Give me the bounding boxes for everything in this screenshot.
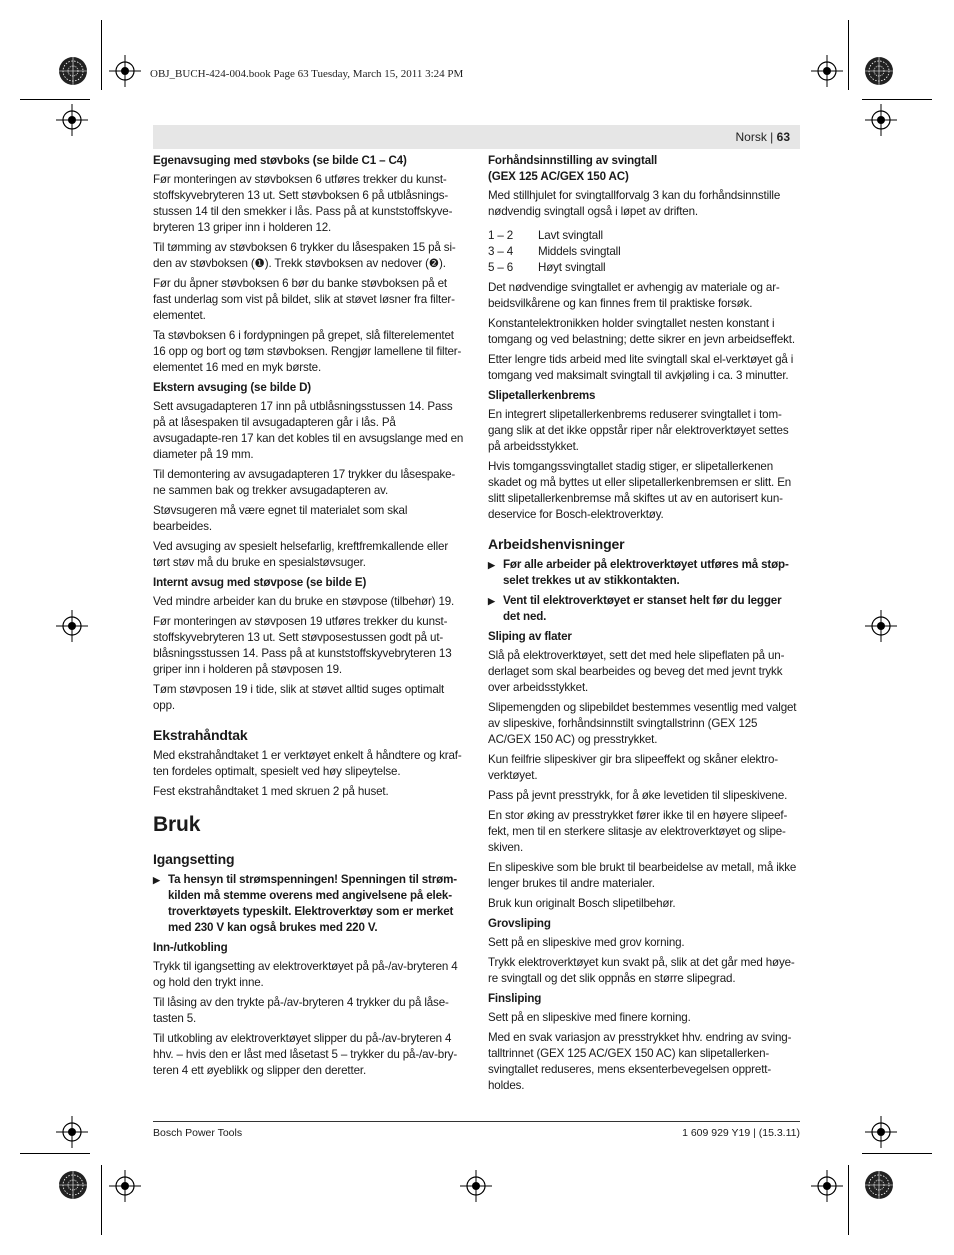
header-separator: | xyxy=(770,130,774,144)
paragraph: Bruk kun originalt Bosch slipetilbehør. xyxy=(488,897,676,910)
paragraph: Før monteringen av støvboksen 6 utføres trekker du kunst-stoffskyvebryteren 13 ut. Sett støvboksen 6 på utblåsnings-stussen 14 til den smekker i lås. Pass på at kunststoffskyve-bryteren 13 griper inn i holderen 12. xyxy=(153,173,453,234)
section-heading: Finsliping xyxy=(488,992,542,1005)
registration-mark-icon xyxy=(865,104,897,136)
warning-bullet xyxy=(153,872,466,936)
chapter-heading: Bruk xyxy=(153,813,201,836)
triangle-bullet-icon: ▶ xyxy=(153,875,160,885)
right-column xyxy=(488,153,801,1098)
paragraph: Pass på jevnt presstrykk, for å øke levetiden til slipeskivene. xyxy=(488,789,788,802)
crop-line xyxy=(848,1165,849,1235)
paragraph: Hvis tomgangssvingtallet stadig stiger, er slipetallerkenen skadet og må byttes ut eller slipetallerkenbremsen er slitt. En slitt slipetallerkenbremse må skiftes ut av en autorisert kun-deservice for Bosch-elektroverktøy. xyxy=(488,460,792,521)
speed-range: 5 – 6 xyxy=(488,261,514,274)
starburst-target-icon xyxy=(58,56,88,86)
crop-line xyxy=(862,99,932,100)
speed-label: Lavt svingtall xyxy=(538,229,603,242)
paragraph: Støvsugeren må være egnet til materialet som skal bearbeides. xyxy=(153,504,408,533)
print-slug: OBJ_BUCH-424-004.book Page 63 Tuesday, March 15, 2011 3:24 PM xyxy=(150,68,464,80)
registration-mark-icon xyxy=(109,1170,141,1202)
section-heading: Egenavsuging med støvboks (se bilde C1 – C4) xyxy=(153,154,407,167)
speed-row xyxy=(488,228,801,244)
section-heading: Ekstern avsuging (se bilde D) xyxy=(153,381,312,394)
speed-label: Middels svingtall xyxy=(538,245,621,258)
paragraph: Konstantelektronikken holder svingtallet nesten konstant i tomgang og ved belastning; dette sikrer en jevn arbeidseffekt. xyxy=(488,317,795,346)
paragraph: Til låsing av den trykte på-/av-bryteren 4 trykker du på låse-tasten 5. xyxy=(153,996,449,1025)
paragraph: Trykk til igangsetting av elektroverktøyet på på-/av-bryteren 4 og hold den trykt inne. xyxy=(153,960,458,989)
paragraph: Til utkobling av elektroverktøyet slipper du på-/av-bryteren 4 hhv. – hvis den er låst med låsetast 5 – trykker du på-/av-bry-teren 4 ett øyeblikk og slipper den deretter. xyxy=(153,1032,458,1077)
registration-mark-icon xyxy=(811,1170,843,1202)
crop-line xyxy=(20,99,90,100)
starburst-target-icon xyxy=(58,1170,88,1200)
section-heading xyxy=(488,153,801,185)
speed-range: 1 – 2 xyxy=(488,229,514,242)
paragraph: Ta støvboksen 6 i fordypningen på grepet, slå filterelementet 16 opp og bort og tøm støvboksen. Rengjør lamellene til filter-elementet 16 med en myk børste. xyxy=(153,329,462,374)
paragraph: Før du åpner støvboksen 6 bør du banke støvboksen på et fast underlag som vist på bildet, slik at støvet løsner fra filter-elementet. xyxy=(153,277,455,322)
paragraph: Det nødvendige svingtallet er avhengig av materiale og ar-beidsvilkårene og kan finnes frem til praktiske forsøk. xyxy=(488,281,780,310)
paragraph: Slipemengden og slipebildet bestemmes vesentlig med valget av slipeskive, forhåndsinnstilt svingtallstrinn (GEX 125 AC/GEX 150 AC) og presstrykket. xyxy=(488,701,797,746)
speed-label: Høyt svingtall xyxy=(538,261,606,274)
crop-line xyxy=(101,1165,102,1235)
section-heading: Igangsetting xyxy=(153,851,235,867)
registration-mark-icon xyxy=(109,55,141,87)
paragraph: Med stillhjulet for svingtallforvalg 3 kan du forhåndsinnstille nødvendig svingtall også i løpet av driften. xyxy=(488,189,781,218)
paragraph: Med ekstrahåndtaket 1 er verktøyet enkelt å håndtere og kraf-ten fordeles optimalt, spesielt ved høy slipeytelse. xyxy=(153,749,462,778)
crop-line xyxy=(848,20,849,90)
triangle-bullet-icon: ▶ xyxy=(488,560,495,570)
paragraph: Tøm støvposen 19 i tide, slik at støvet alltid suges optimalt opp. xyxy=(153,683,445,712)
page-number: 63 xyxy=(776,130,790,144)
section-heading: Grovsliping xyxy=(488,917,551,930)
starburst-target-icon xyxy=(864,56,894,86)
crop-line xyxy=(20,1153,90,1154)
crop-line xyxy=(101,20,102,90)
registration-mark-icon xyxy=(865,1116,897,1148)
paragraph: Ved mindre arbeider kan du bruke en støvpose (tilbehør) 19. xyxy=(153,595,455,608)
section-heading: Inn-/utkobling xyxy=(153,941,228,954)
paragraph: Til tømming av støvboksen 6 trykker du låsespaken 15 på si-den av støvboksen (❶). Trekk støvboksen av nedover (❷). xyxy=(153,241,456,270)
registration-mark-icon xyxy=(56,1116,88,1148)
section-heading: Ekstrahåndtak xyxy=(153,727,248,743)
paragraph: Før monteringen av støvposen 19 utføres trekker du kunst-stoffskyvebryteren 13 ut. Sett støvposestussen godt på ut-blåsningsstussen 14. Pass på at kunststoffskyvebryteren 13 griper inn i holderen på støvposen 19. xyxy=(153,615,452,676)
paragraph: Ved avsuging av spesielt helsefarlig, kreftfremkallende eller tørt støv må du bruke en spesialstøvsuger. xyxy=(153,540,449,569)
section-heading: Sliping av flater xyxy=(488,630,572,643)
header-text xyxy=(735,130,790,144)
paragraph: Etter lengre tids arbeid med lite svingtall skal el-verktøyet gå i tomgang ved maksimalt svingtall til avkjøling i ca. 3 minutter. xyxy=(488,353,794,382)
paragraph: Sett på en slipeskive med grov korning. xyxy=(488,936,685,949)
footer-brand: Bosch Power Tools xyxy=(153,1127,243,1139)
registration-mark-icon xyxy=(865,610,897,642)
warning-bullet xyxy=(488,593,801,625)
registration-mark-icon xyxy=(56,104,88,136)
header-language: Norsk xyxy=(735,130,767,144)
crop-line xyxy=(862,1153,932,1154)
left-column xyxy=(153,153,466,1083)
registration-mark-icon xyxy=(56,610,88,642)
paragraph: Med en svak variasjon av presstrykket hhv. endring av sving-talltrinnet (GEX 125 AC/GEX 150 AC) kan slipetallerken-svingtallet reduseres, mens eksenterbevegelsen opprett-holdes. xyxy=(488,1031,792,1092)
page-header xyxy=(153,125,800,149)
paragraph: Til demontering av avsugadapteren 17 trykker du låsespake-ne sammen bak og trekker avsugadapteren av. xyxy=(153,468,456,497)
warning-text: Ta hensyn til strømspenningen! Spenningen til strøm-kilden må stemme overens med angivelsene på elek-troverktøyets typeskilt. Elektroverktøy som er merket med 230 V kan også brukes med 220 V. xyxy=(168,873,457,934)
paragraph: Sett avsugadapteren 17 inn på utblåsningsstussen 14. Pass på at låsespaken til avsugadapteren går i lås. På avsugadapte-ren 17 kan det kobles til en avsugslange med en diameter på 19 mm. xyxy=(153,400,464,461)
triangle-bullet-icon: ▶ xyxy=(488,596,495,606)
speed-range: 3 – 4 xyxy=(488,245,514,258)
section-heading: Arbeidshenvisninger xyxy=(488,536,625,552)
warning-bullet xyxy=(488,557,801,589)
footer-rule xyxy=(153,1121,800,1122)
registration-mark-icon xyxy=(811,55,843,87)
paragraph: Trykk elektroverktøyet kun svakt på, slik at det går med høye-re svingtall og det slik oppnås en større slipegrad. xyxy=(488,956,795,985)
section-heading: Slipetallerkenbrems xyxy=(488,389,596,402)
heading-line: Forhåndsinnstilling av svingtall xyxy=(488,154,658,167)
paragraph: Kun feilfrie slipeskiver gir bra slipeeffekt og skåner elektro-verktøyet. xyxy=(488,753,778,782)
warning-text: Før alle arbeider på elektroverktøyet utføres må støp-selet trekkes ut av stikkontakten. xyxy=(503,558,789,587)
speed-row xyxy=(488,260,801,276)
paragraph: En stor øking av presstrykket fører ikke til en høyere slipeef-fekt, men til en sterkere slitasje av elektroverktøyet og slipe-skiven. xyxy=(488,809,788,854)
heading-line: (GEX 125 AC/GEX 150 AC) xyxy=(488,170,629,183)
paragraph: En slipeskive som ble brukt til bearbeidelse av metall, må ikke lenger brukes til andre materialer. xyxy=(488,861,797,890)
warning-text: Vent til elektroverktøyet er stanset helt før du legger det ned. xyxy=(503,594,782,623)
paragraph: Sett på en slipeskive med finere korning. xyxy=(488,1011,691,1024)
registration-mark-icon xyxy=(460,1170,492,1202)
paragraph: En integrert slipetallerkenbrems reduserer svingtallet i tom-gang slik at det ikke oppstår riper når elektroverktøyet settes på arbeidsstykket. xyxy=(488,408,789,453)
paragraph: Slå på elektroverktøyet, sett det med hele slipeflaten på un-derlaget som skal bearbeides og beveg det med jevnt trykk over arbeidsstykket. xyxy=(488,649,785,694)
section-heading: Internt avsug med støvpose (se bilde E) xyxy=(153,576,367,589)
starburst-target-icon xyxy=(864,1170,894,1200)
speed-row xyxy=(488,244,801,260)
paragraph: Fest ekstrahåndtaket 1 med skruen 2 på huset. xyxy=(153,785,389,798)
footer-doc-number: 1 609 929 Y19 | (15.3.11) xyxy=(682,1127,800,1139)
